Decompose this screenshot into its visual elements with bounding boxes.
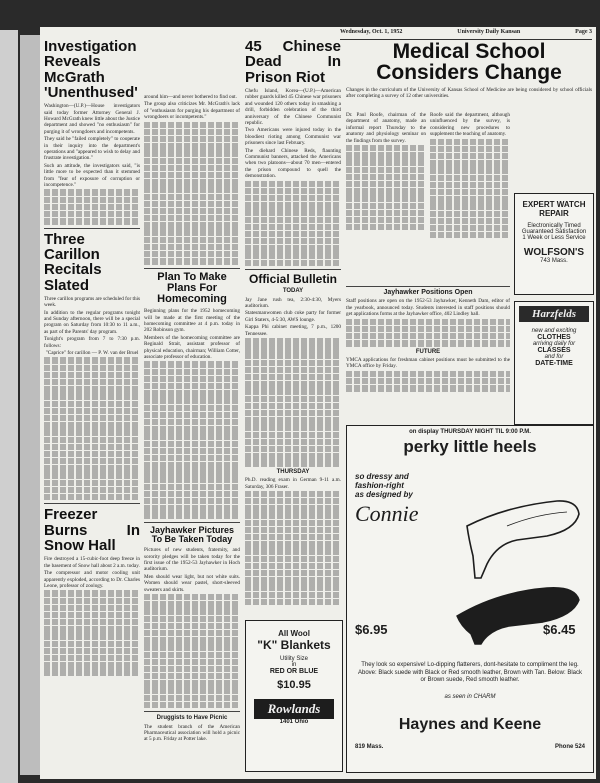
shoe-illustration-icon bbox=[447, 466, 587, 646]
homecoming-p1: Beginning plans for the 1952 homecoming will be made at the first meeting of the homecoming committee at 4 p.m. today in 202 Robinson gym. bbox=[144, 308, 240, 334]
harzfelds-l3: arriving daily for bbox=[532, 341, 576, 347]
harzfelds-logo: Harzfelds bbox=[519, 306, 589, 322]
connie-price1: $6.95 bbox=[355, 622, 388, 637]
bulletin-today: TODAY bbox=[282, 288, 304, 295]
medical-p1: Changes in the curriculum of the University of Kansas School of Medicine are being considered by school officials after completing a survey of 12 other universities. bbox=[346, 86, 592, 100]
blankets-l5: RED OR BLUE bbox=[269, 668, 319, 675]
haynes-keene-phone: Phone 524 bbox=[554, 744, 585, 750]
watch-repair-ad bbox=[514, 193, 594, 295]
watch-title: EXPERT WATCH REPAIR bbox=[522, 200, 586, 218]
masthead-page: Page 3 bbox=[575, 29, 592, 35]
connie-price2: $6.45 bbox=[543, 622, 576, 637]
newspaper-page bbox=[40, 27, 596, 779]
connie-seen: as seen in CHARM bbox=[444, 694, 496, 700]
rowlands-logo: Rowlands bbox=[254, 699, 334, 719]
mcgrath-lead: Washington—(U.P.)—House investigators said today former Attorney General J. Howard McGrath knew little about the Justice department and showed "no enthusiasm" for purging it of wrongdoers and incompetents. bbox=[44, 103, 140, 135]
blankets-l4: in bbox=[291, 662, 297, 668]
column-5 bbox=[430, 111, 510, 239]
medical-article bbox=[346, 41, 592, 101]
haynes-keene-logo: Haynes and Keene bbox=[398, 716, 542, 733]
bulletin-p1: Jay Jane rush tea, 2:30-4:30, Myers auditorium. bbox=[245, 296, 341, 310]
freezer-headline: Freezer Burns In Snow Hall bbox=[44, 506, 140, 554]
watch-line2: Guaranteed Satisfaction bbox=[521, 229, 587, 235]
chinese-p3: The diehard Chinese Reds, flaunting Communist banners, attacked the Americans when two platoons—about 70 men—entered the prison compound to quell the demonstration. bbox=[245, 147, 341, 180]
medical-headline: Medical School Considers Change bbox=[376, 40, 562, 85]
rowlands-address: 1401 Ohio bbox=[279, 719, 309, 725]
jayhawker-positions-future: FUTURE bbox=[415, 348, 441, 355]
carillon-headline: Three Carillon Recitals Slated bbox=[44, 230, 102, 294]
column-3 bbox=[245, 39, 341, 606]
jayhawker-positions-headline: Jayhawker Positions Open bbox=[383, 289, 473, 296]
jayhawker-pictures-headline: Jayhawker Pictures To Be Taken Today bbox=[149, 524, 235, 544]
bulletin-p4: Ph.D. reading exam in German 9-11 a.m. Saturday, 306 Fraser. bbox=[245, 477, 341, 490]
connie-tag3: as designed by bbox=[355, 490, 413, 499]
column-1 bbox=[44, 39, 140, 677]
watch-line1: Electronically Timed bbox=[527, 223, 581, 229]
druggists-headline: Druggists to Have Picnic bbox=[156, 715, 228, 722]
wolfsons-address: 743 Mass. bbox=[540, 258, 568, 264]
connie-headline: perky little heels bbox=[403, 437, 537, 456]
bulletin-thursday: THURSDAY bbox=[276, 468, 310, 475]
blankets-l1: All Wool bbox=[278, 629, 310, 638]
freezer-p1: Fire destroyed a 15-cubic-foot deep freeze in the basement of Snow hall about 2 a.m. today. bbox=[44, 556, 140, 569]
harzfelds-l1: new and exciting bbox=[531, 328, 577, 334]
blankets-ad bbox=[245, 620, 343, 772]
mcgrath-col2a: around him—and never bothered to find out. bbox=[144, 94, 237, 100]
bulletin-p2: Statesmanwomen club coke party for former Girl Staters, 4-5:30, AWS lounge. bbox=[245, 310, 341, 323]
column-4 bbox=[346, 111, 426, 231]
harzfelds-l4: CLASSES bbox=[537, 347, 571, 354]
blankets-l3: Utility Size bbox=[279, 656, 308, 662]
medical-p2: Dr. Paul Roofe, chairman of the department of anatomy, made an informal report Thursday to the anatomy and physiology seminar on the findings from the survey. bbox=[346, 112, 426, 144]
jayhawker-positions-article bbox=[346, 283, 510, 392]
binding-strip bbox=[20, 35, 42, 775]
chinese-p1: Chefu Island, Korea—(U.P.)—American rubber guards killed 45 Chinese war prisoners and wounded 120 others today in smashing a drill, forbidden celebration of the third anniversary of the Chinese Communist republic. bbox=[245, 87, 341, 126]
mcgrath-p3: Such an attitude, the investigators said, "is little more to be expected than it stemmed from "fear of exposure of corruption or incompetence." bbox=[44, 162, 140, 189]
jayhawker-positions-p1: Staff positions are open on the 1952-53 Jayhawker, Kenneth Dam, editor of the yearbook, announced today. Students interested in staff positions should get applications forms at the Jayhawker office, 402 Lindley hall. bbox=[346, 298, 510, 318]
connie-banner: on display THURSDAY NIGHT TIL 9:00 P.M. bbox=[409, 429, 531, 435]
connie-tag2: fashion-right bbox=[355, 481, 404, 490]
freezer-p2: The compressor and motor cooling unit apparently exploded, according to Dr. Charles Leone, professor of zoology. bbox=[44, 570, 140, 589]
connie-brand: Connie bbox=[355, 501, 419, 526]
connie-body: They look so expensive! Lo-dipping flatterers, dont-hesitate to compliment the leg. Above: Black suede with Black or Red smooth leather, Brown with Tan. Below: Black or Brown suede, Red smooth leather. bbox=[357, 662, 582, 683]
masthead-paper: University Daily Kansan bbox=[457, 29, 521, 35]
haynes-keene-address: 819 Mass. bbox=[355, 744, 384, 750]
jayhawker-positions-p2: YMCA applications for freshman cabinet positions must be submitted to the YMCA office by Friday. bbox=[346, 356, 510, 370]
mcgrath-col2b: The group also criticizes Mr. McGrath's lack of "enthusiasm for purging his department of wrongdoers or incompetents." bbox=[144, 101, 240, 121]
medical-p3: Roofe said the department, although uninfluenced by the survey, is considering new procedures to supplement the teaching of anatomy. bbox=[430, 112, 510, 138]
connie-shoe-ad bbox=[346, 425, 594, 773]
harzfelds-l6: DATE-TIME bbox=[535, 360, 573, 367]
carillon-p3: Tonight's program from 7 to 7:30 p.m. follows: bbox=[44, 336, 140, 349]
carillon-program: "Caprice" for carillon — P. W. van der Bruel bbox=[45, 350, 139, 357]
bulletin-p3: Kappa Phi cabinet meeting, 7 p.m., 1200 Tennessee. bbox=[245, 324, 341, 337]
jayhawker-pictures-p1: Pictures of new students, fraternity, and sorority pledges will be taken today for the first issue of the 1952-53 Jayhawker in Hoch auditorium. bbox=[144, 547, 240, 573]
jayhawker-pictures-p2: Men should wear light, but not white suits. Women should wear pastel, short-sleeved sweaters and skirts. bbox=[144, 573, 240, 593]
chinese-p2: Two Americans were injured today in the bloodiest rioting among Communist war prisoners since last February. bbox=[245, 127, 341, 147]
mcgrath-p2: They said he "failed completely" to cooperate in their inquiry into the department's operations and "appeared to wish to delay and frustrate investigation." bbox=[44, 136, 140, 162]
adjacent-page-edge bbox=[0, 30, 18, 783]
harzfelds-l5: and for bbox=[544, 354, 564, 360]
watch-line3: 1 Week or Less Service bbox=[522, 235, 586, 241]
blankets-price: $10.95 bbox=[277, 679, 311, 691]
masthead bbox=[340, 29, 592, 40]
harzfelds-l2: CLOTHES bbox=[537, 334, 571, 341]
homecoming-headline: Plan To Make Plans For Homecoming bbox=[157, 270, 227, 306]
bulletin-headline: Official Bulletin bbox=[248, 272, 337, 287]
wolfsons-logo: WOLFSON'S bbox=[523, 247, 585, 258]
connie-tag1: so dressy and bbox=[355, 472, 409, 481]
blankets-l2: "K" Blankets bbox=[257, 638, 331, 652]
mcgrath-headline: Investigation Reveals McGrath 'Unenthused' bbox=[44, 38, 138, 101]
carillon-p2: In addition to the regular programs tonight and Sunday afternoon, there will be a special program on Saturday from 10:30 to 11 a.m., as part of the Parents' day program. bbox=[44, 309, 140, 335]
homecoming-p2: Members of the homecoming committee are Reginald Strait, assistant professor of physical education, chairman; William Cotter, associate professor of education. bbox=[144, 334, 240, 361]
masthead-date: Wednesday, Oct. 1, 1952 bbox=[340, 29, 403, 35]
carillon-p1: Three carillon programs are scheduled for this week. bbox=[44, 295, 140, 309]
chinese-headline: 45 Chinese Dead In Prison Riot bbox=[245, 38, 341, 86]
harzfelds-ad bbox=[514, 301, 594, 425]
column-2 bbox=[144, 93, 240, 744]
druggists-p1: The student branch of the American Pharmaceutical association will hold a picnic at 5 p.m. Friday at Potter lake. bbox=[144, 723, 240, 743]
